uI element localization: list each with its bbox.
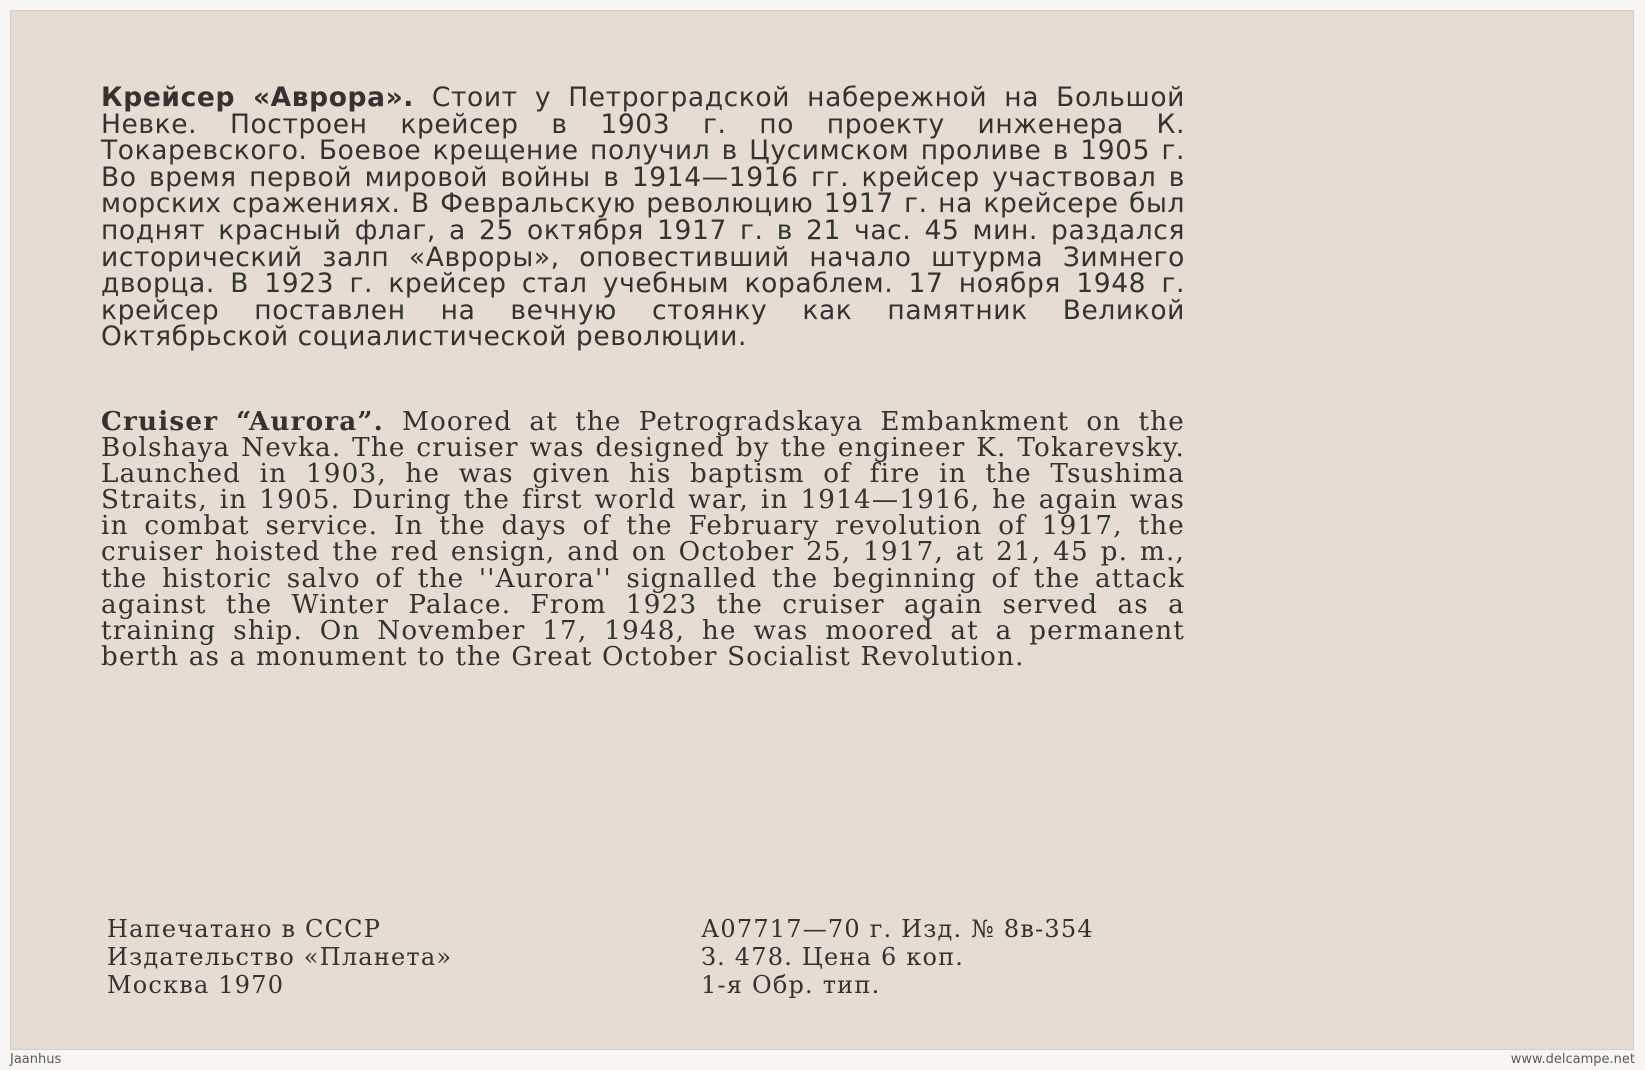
imprint-line: Москва 1970 bbox=[107, 971, 285, 999]
russian-description bbox=[101, 82, 1185, 353]
imprint-line: З. 478. Цена 6 коп. bbox=[701, 943, 965, 971]
watermark-right: www.delcampe.net bbox=[1510, 1052, 1635, 1067]
imprint-line: А07717—70 г. Изд. № 8в-354 bbox=[701, 915, 1094, 943]
imprint-line: 1-я Обр. тип. bbox=[701, 971, 881, 999]
watermark-left: Jaanhus bbox=[10, 1052, 62, 1067]
imprint-line: Издательство «Планета» bbox=[107, 943, 453, 971]
english-title: Cruiser “Aurora”. bbox=[101, 406, 402, 437]
imprint-right bbox=[701, 915, 1094, 999]
russian-body: Стоит у Петроградской набережной на Большой Невке. Построен крейсер в 1903 г. по проекту инженера К. Токаревского. Боевое крещение получил в Цусимском проливе в 1905 г. Во время первой мировой войны в 1914—1916 гг. крейсер участвовал в морских сражениях. В Февральскую революцию 1917 г. на крейсере был поднят красный флаг, а 25 октября 1917 г. в 21 час. 45 мин. раздался исторический залп «Авроры», оповестивший начало штурма Зимнего дворца. В 1923 г. крейсер стал учебным кораблем. 17 ноября 1948 г. крейсер поставлен на вечную стоянку как памятник Великой Октябрьской социалистической революции. bbox=[101, 82, 1185, 353]
english-description bbox=[101, 406, 1186, 672]
imprint-left bbox=[107, 915, 452, 999]
english-body: Moored at the Petrogradskaya Embankment on the Bolshaya Nevka. The cruiser was designed by the engineer K. Tokarevsky. Launched in 1903, he was given his baptism of fire in the Tsushima Straits, in 1905. During the first world war, in 1914—1916, he again was in combat service. In the days of the February revolution of 1917, the cruiser hoisted the red ensign, and on October 25, 1917, at 21, 45 p. m., the historic salvo of the ''Aurora'' signalled the beginning of the attack against the Winter Palace. From 1923 the cruiser again served as a training ship. On November 17, 1948, he was moored at a permanent berth as a monument to the Great October Socialist Revolution. bbox=[101, 407, 1186, 672]
russian-title: Крейсер «Аврора». bbox=[101, 82, 432, 113]
imprint-line: Напечатано в СССР bbox=[107, 915, 382, 943]
postcard-back bbox=[10, 10, 1634, 1050]
